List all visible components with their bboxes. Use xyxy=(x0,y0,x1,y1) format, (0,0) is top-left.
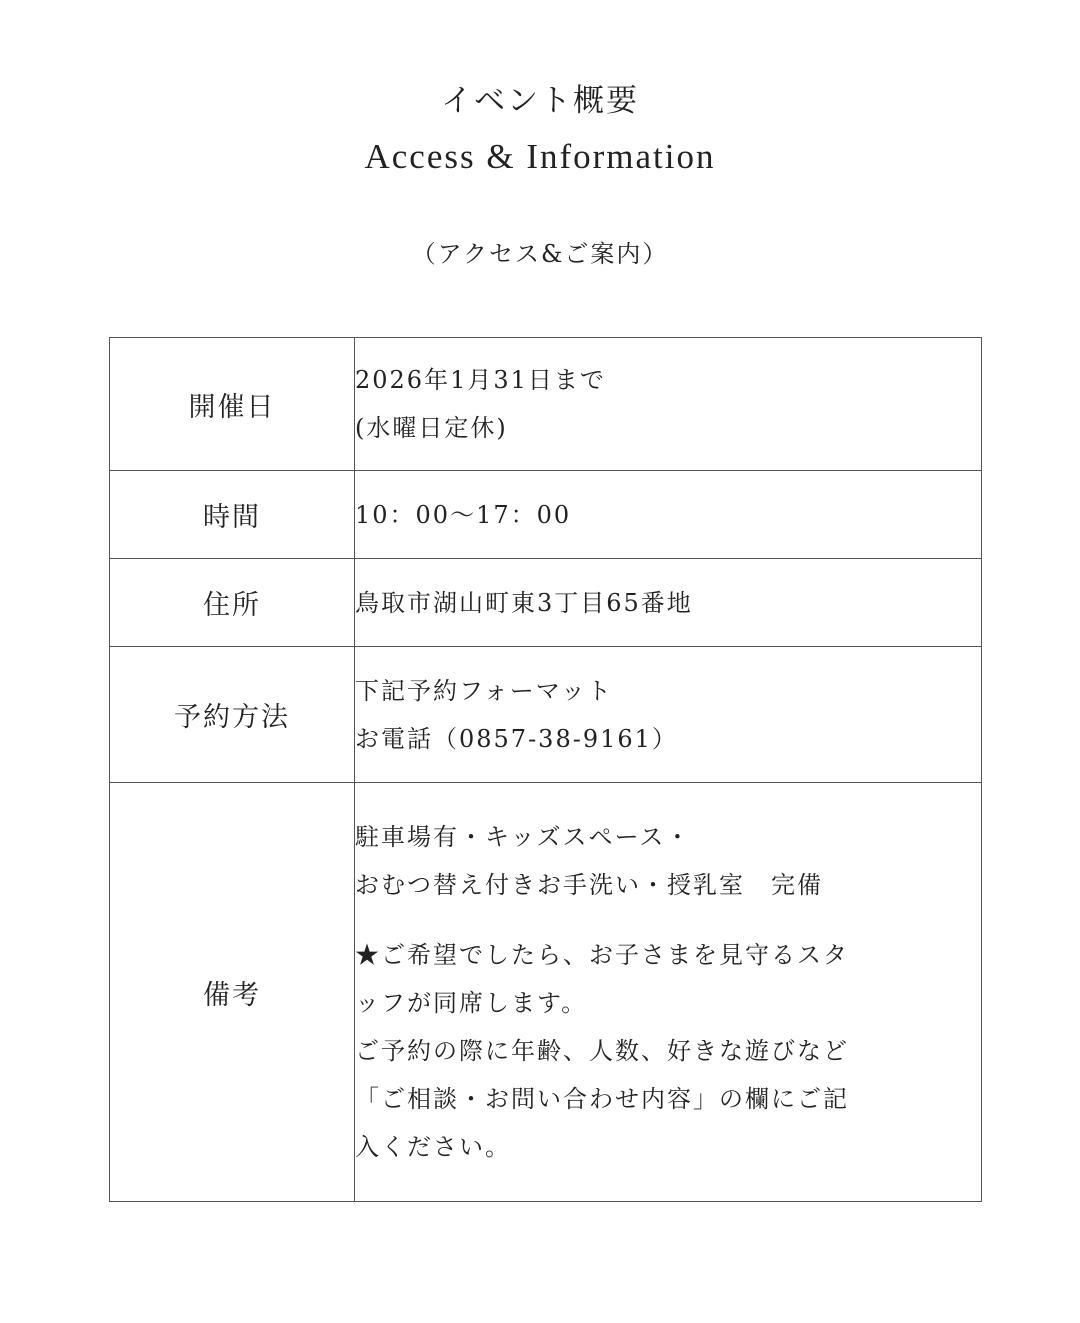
notes-spacer xyxy=(355,909,981,931)
notes-line: 「ご相談・お問い合わせ内容」の欄にご記 xyxy=(355,1085,849,1113)
row-label-date: 開催日 xyxy=(110,338,355,471)
reservation-format-line: 下記予約フォーマット xyxy=(355,676,613,705)
closed-day-line: (水曜日定休) xyxy=(355,414,508,442)
row-value-address xyxy=(355,559,982,647)
row-label-time: 時間 xyxy=(110,471,355,559)
page-title: イベント概要 xyxy=(441,83,639,119)
page-subtitle: （アクセス&ご案内） xyxy=(411,240,669,268)
row-value-reservation xyxy=(355,647,982,783)
info-table xyxy=(109,337,982,1202)
row-label-reservation: 予約方法 xyxy=(110,647,355,783)
notes-line: 駐車場有・キッズスペース・ xyxy=(355,823,692,851)
reservation-phone-line: お電話（0857-38-9161） xyxy=(355,724,678,753)
notes-line: ッフが同席します。 xyxy=(355,989,588,1017)
row-label-notes: 備考 xyxy=(110,783,355,1202)
notes-line: ご予約の際に年齢、人数、好きな遊びなど xyxy=(355,1037,849,1065)
date-line: 2026年1月31日まで xyxy=(355,366,606,394)
notes-line: ★ご希望でしたら、お子さまを見守るスタ xyxy=(355,941,849,969)
notes-line: 入ください。 xyxy=(355,1133,511,1161)
row-value-notes xyxy=(355,783,982,1202)
notes-line: おむつ替え付きお手洗い・授乳室 完備 xyxy=(355,871,823,899)
table-row-address xyxy=(110,559,982,647)
row-label-address: 住所 xyxy=(110,559,355,647)
table-row-notes xyxy=(110,783,982,1202)
page-title-english: Access & Information xyxy=(364,137,716,176)
row-value-time xyxy=(355,471,982,559)
time-line: 10：00〜17：00 xyxy=(355,500,572,529)
address-line: 鳥取市湖山町東3丁目65番地 xyxy=(355,588,693,617)
table-row-reservation xyxy=(110,647,982,783)
table-row-time xyxy=(110,471,982,559)
row-value-date xyxy=(355,338,982,471)
table-row-date xyxy=(110,338,982,471)
